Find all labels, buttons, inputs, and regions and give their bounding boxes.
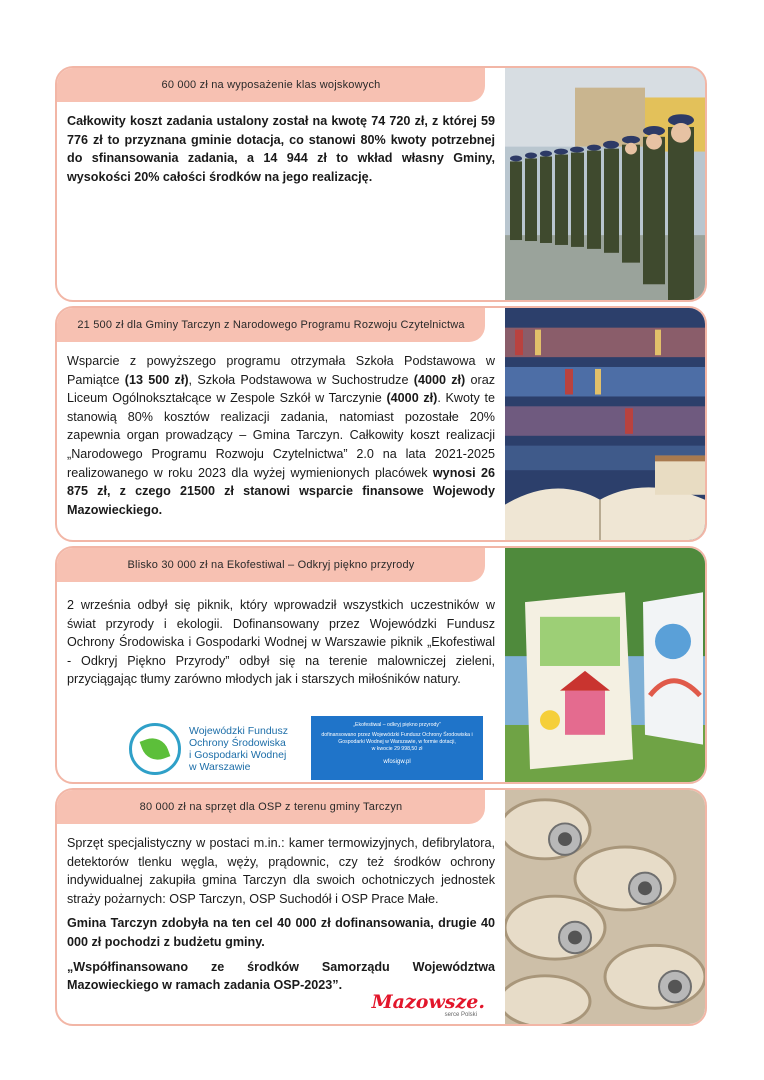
funding-summary: Gmina Tarczyn zdobyła na ten cel 40 000 zł dofinansowania, drugie 40 000 zł pochodzi z budżetu gminy.	[67, 916, 495, 949]
logo-text: i Gospodarki Wodnej	[189, 749, 287, 761]
amount-tarczyn: (4000 zł)	[386, 391, 438, 406]
card-title: Blisko 30 000 zł na Ekofestiwal – Odkryj piękno przyrody	[57, 548, 485, 582]
body-text: oraz Liceum Ogólnokształcące w Zespole Szkół w Tarczynie	[67, 372, 496, 406]
card-title: 21 500 zł dla Gminy Tarczyn z Narodowego Programu Rozwoju Czytelnictwa	[57, 308, 485, 342]
card-body: Sprzęt specjalistyczny w postaci m.in.: kamer termowizyjnych, defibrylatora, detektorów tlenku węgla, węży, prądownic, czy też środków ochrony indywidualnej zakupiła gmina Tarczyn dla swoich ochotniczych jednostek straży pożarnych: OSP Tarczyn, OSP Suchodół i OSP Prace Małe.	[67, 836, 495, 906]
notice-text: dofinansowano przez Wojewódzki Fundusz Ochrony Środowiska i Gospodarki Wodnej w Warszawie, w formie dotacji,	[321, 732, 473, 745]
article-card-osp-equipment	[55, 788, 707, 1026]
logo-text: w Warszawie	[189, 761, 251, 773]
card-body: Całkowity koszt zadania ustalony został na kwotę 74 720 zł, z której 59 776 zł to przyznana gminie dotacja, co stanowi 80% kwoty potrzebnej do sfinansowania zadania, a 14 944 zł to wkład własny Gminy, wysokości 20% całości środków na jego realizację.	[67, 114, 495, 184]
leaf-icon	[129, 723, 181, 775]
logo-text: Wojewódzki Fundusz	[189, 725, 289, 737]
body-text: , Szkoła Podstawowa w Suchostrudze	[188, 372, 414, 387]
article-card-ekofestiwal	[55, 546, 707, 784]
notice-title: „Ekofestiwal – odkryj piękno przyrody”	[353, 722, 441, 728]
card-body: 2 września odbył się piknik, który wprowadził wszystkich uczestników w świat przyrody i ekologii. Dofinansowany przez Wojewódzki Fundusz Ochrony Środowiska i Gospodarki Wodnej w Warszawie piknik „Ekofestiwal - Odkryj Piękno Przyrody” odbył się na terenie malowniczej zieleni, przyciągając tłumy zarówno młodych jak i starszych miłośników natury.	[67, 598, 495, 687]
logo-text: Ochrony Środowiska	[189, 737, 286, 749]
brand-text: Mazowsze.	[371, 991, 485, 1013]
funding-notice-box	[311, 716, 483, 780]
cofinancing-note: „Współfinansowano ze środków Samorządu Województwa Mazowieckiego w ramach zadania OSP-2023”.	[67, 959, 495, 993]
fire-hoses-photo	[505, 790, 705, 1024]
notice-url[interactable]: wfosigw.pl	[383, 759, 411, 765]
amount-suchostruga: (4000 zł)	[413, 372, 466, 387]
notice-amount: w kwocie 29 998,50 zł	[371, 746, 423, 752]
brand-subtitle: serce Polski	[444, 1012, 477, 1018]
card-title: 80 000 zł na sprzęt dla OSP z terenu gminy Tarczyn	[57, 790, 485, 824]
amount-pamiatka: (13 500 zł)	[124, 372, 189, 387]
total-amount: wynosi 26 875 zł, z czego 21500 zł stanowi wsparcie finansowe Wojewody Mazowieckiego.	[67, 465, 495, 517]
card-title: 60 000 zł na wyposażenie klas wojskowych	[57, 68, 485, 102]
wfosigw-logo	[129, 718, 307, 780]
mazowsze-logo	[353, 992, 485, 1022]
article-card-military	[55, 66, 707, 302]
article-card-reading-program	[55, 306, 707, 542]
picnic-paintings-photo	[505, 548, 705, 782]
soldiers-photo	[505, 68, 705, 300]
card-body	[67, 352, 495, 519]
body-text: Wsparcie z powyższego programu otrzymała Szkoła Podstawowa w Pamiątce	[67, 354, 495, 387]
body-text: . Kwoty te stanowią 80% kosztów realizacji zadania, natomiast pozostałe 20% zapewnia organ prowadzący – Gmina Tarczyn. Całkowity koszt realizacji „Narodowego Programu Rozwoju Czytelnictwa” 2.0 na lata 2021-2025 realizowanego w roku 2023 dla wyżej wymienionych placówek	[67, 391, 496, 480]
library-books-photo	[505, 308, 705, 540]
